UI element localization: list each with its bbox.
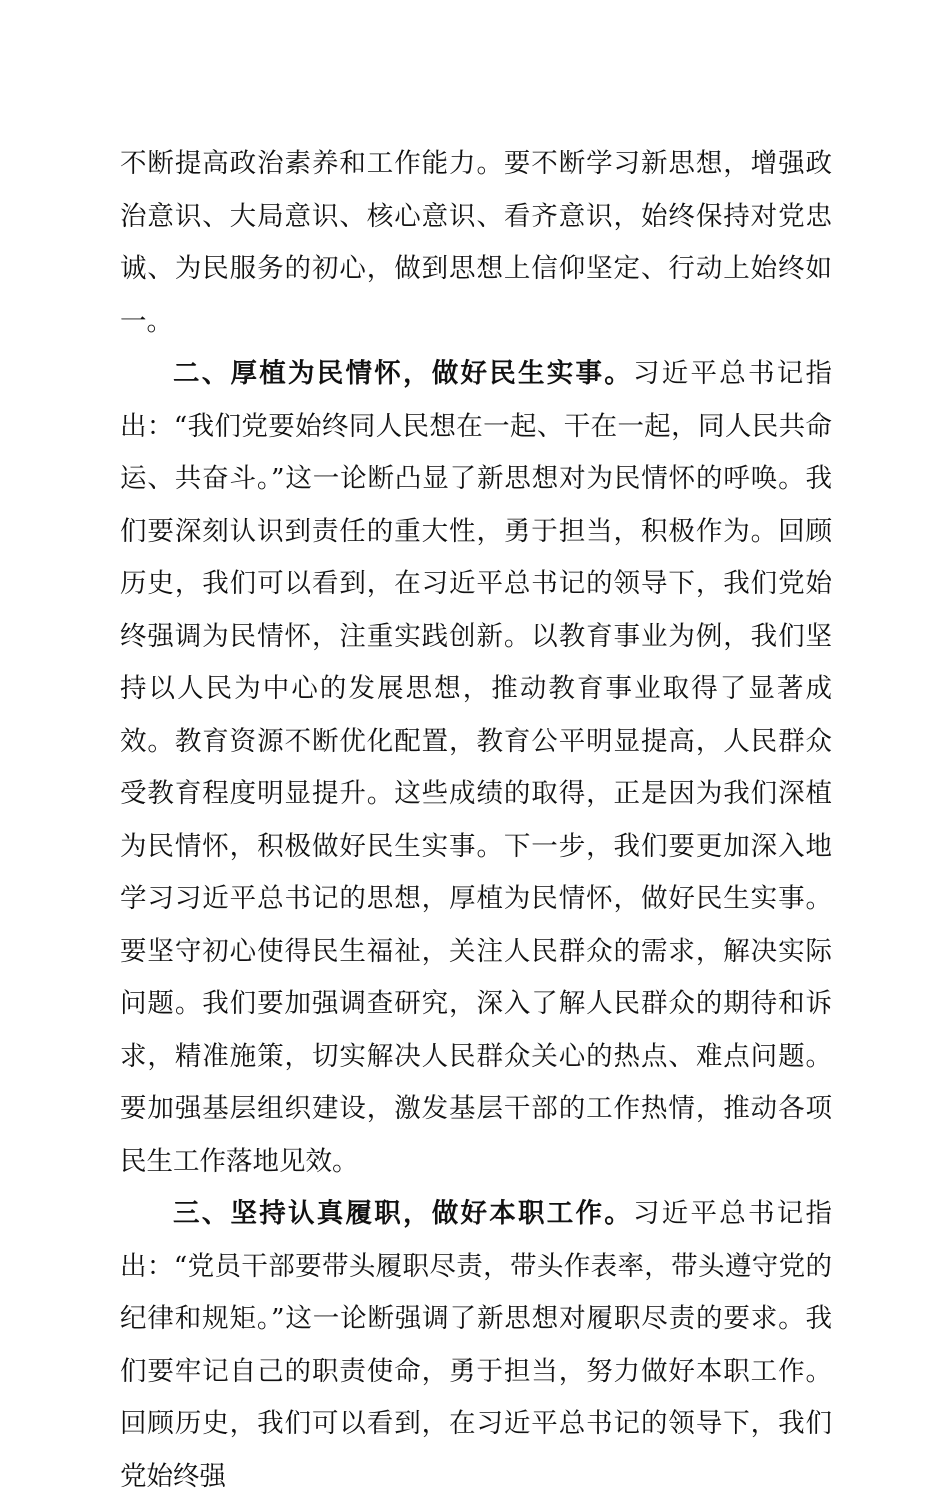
- document-body: [120, 138, 832, 1503]
- section-2-body: 习近平总书记指出：“我们党要始终同人民想在一起、干在一起，同人民共命运、共奋斗。”这一论断凸显了新思想对为民情怀的呼唤。我们要深刻认识到责任的重大性，勇于担当，积极作为。回顾历史，我们可以看到，在习近平总书记的领导下，我们党始终强调为民情怀，注重实践创新。以教育事业为例，我们坚持以人民为中心的发展思想，推动教育事业取得了显著成效。教育资源不断优化配置，教育公平明显提高，人民群众受教育程度明显提升。这些成绩的取得，正是因为我们深植为民情怀，积极做好民生实事。下一步，我们要更加深入地学习习近平总书记的思想，厚植为民情怀，做好民生实事。要坚守初心使得民生福祉，关注人民群众的需求，解决实际问题。我们要加强调查研究，深入了解人民群众的期待和诉求，精准施策，切实解决人民群众关心的热点、难点问题。要加强基层组织建设，激发基层干部的工作热情，推动各项民生工作落地见效。: [120, 358, 832, 1177]
- section-3-heading: 三、坚持认真履职，做好本职工作。: [173, 1198, 633, 1229]
- section-3-paragraph: [120, 1188, 832, 1503]
- section-2-heading: 二、厚植为民情怀，做好民生实事。: [173, 358, 633, 389]
- section-3-body: 习近平总书记指出：“党员干部要带头履职尽责，带头作表率，带头遵守党的纪律和规矩。”这一论断强调了新思想对履职尽责的要求。我们要牢记自己的职责使命，勇于担当，努力做好本职工作。回顾历史，我们可以看到，在习近平总书记的领导下，我们党始终强: [120, 1198, 832, 1492]
- paragraph-continuation: 不断提高政治素养和工作能力。要不断学习新思想，增强政治意识、大局意识、核心意识、看齐意识，始终保持对党忠诚、为民服务的初心，做到思想上信仰坚定、行动上始终如一。: [120, 148, 832, 337]
- section-2-paragraph: [120, 348, 832, 1188]
